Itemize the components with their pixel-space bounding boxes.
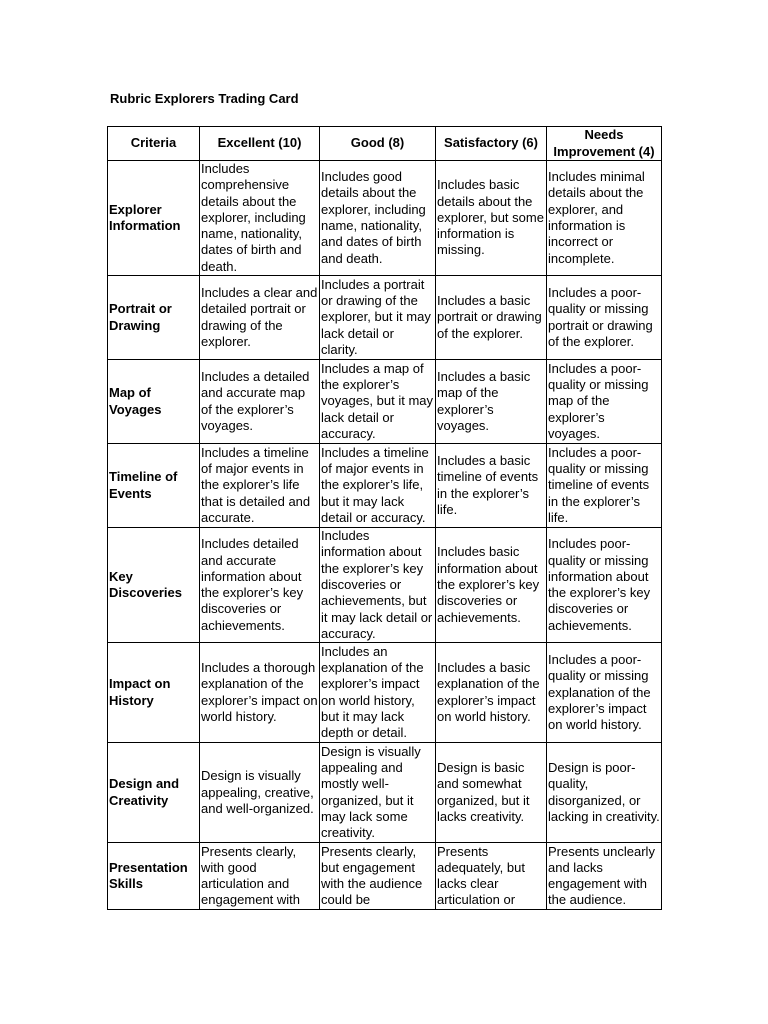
excellent-cell: Includes detailed and accurate information about the explorer’s key discoveries or achievements. bbox=[200, 528, 320, 643]
excellent-cell: Includes comprehensive details about the explorer, including name, nationality, dates of birth and death. bbox=[200, 161, 320, 276]
needs-improvement-cell: Includes a poor-quality or missing explanation of the explorer’s impact on world history. bbox=[547, 643, 662, 743]
table-row bbox=[108, 643, 662, 743]
excellent-cell: Includes a timeline of major events in the explorer’s life that is detailed and accurate. bbox=[200, 444, 320, 528]
criteria-cell: Explorer Information bbox=[108, 161, 200, 276]
satisfactory-cell: Includes a basic explanation of the explorer’s impact on world history. bbox=[436, 643, 547, 743]
excellent-cell: Presents clearly, with good articulation and engagement with bbox=[200, 843, 320, 910]
header-row bbox=[108, 127, 662, 161]
criteria-cell: Design and Creativity bbox=[108, 743, 200, 843]
criteria-cell: Timeline of Events bbox=[108, 444, 200, 528]
criteria-cell: Presentation Skills bbox=[108, 843, 200, 910]
needs-improvement-cell: Includes minimal details about the explorer, and information is incorrect or incomplete. bbox=[547, 161, 662, 276]
table-row bbox=[108, 743, 662, 843]
document-title: Rubric Explorers Trading Card bbox=[110, 91, 299, 106]
needs-improvement-cell: Design is poor-quality, disorganized, or lacking in creativity. bbox=[547, 743, 662, 843]
rubric-table bbox=[107, 126, 662, 910]
needs-improvement-cell: Includes a poor-quality or missing portrait or drawing of the explorer. bbox=[547, 276, 662, 360]
satisfactory-cell: Presents adequately, but lacks clear articulation or bbox=[436, 843, 547, 910]
needs-improvement-cell: Includes a poor-quality or missing timeline of events in the explorer’s life. bbox=[547, 444, 662, 528]
good-cell: Includes an explanation of the explorer’s impact on world history, but it may lack depth or detail. bbox=[320, 643, 436, 743]
header-criteria: Criteria bbox=[108, 127, 200, 161]
header-needs-improvement: Needs Improvement (4) bbox=[547, 127, 662, 161]
criteria-cell: Key Discoveries bbox=[108, 528, 200, 643]
good-cell: Includes a timeline of major events in the explorer’s life, but it may lack detail or accuracy. bbox=[320, 444, 436, 528]
needs-improvement-cell: Includes poor-quality or missing information about the explorer’s key discoveries or achievements. bbox=[547, 528, 662, 643]
satisfactory-cell: Includes a basic map of the explorer’s voyages. bbox=[436, 360, 547, 444]
excellent-cell: Includes a thorough explanation of the explorer’s impact on world history. bbox=[200, 643, 320, 743]
criteria-cell: Map of Voyages bbox=[108, 360, 200, 444]
good-cell: Includes a portrait or drawing of the explorer, but it may lack detail or clarity. bbox=[320, 276, 436, 360]
criteria-cell: Portrait or Drawing bbox=[108, 276, 200, 360]
satisfactory-cell: Includes basic details about the explorer, but some information is missing. bbox=[436, 161, 547, 276]
satisfactory-cell: Includes a basic portrait or drawing of the explorer. bbox=[436, 276, 547, 360]
table-row bbox=[108, 843, 662, 910]
excellent-cell: Includes a detailed and accurate map of the explorer’s voyages. bbox=[200, 360, 320, 444]
table-row bbox=[108, 528, 662, 643]
good-cell: Design is visually appealing and mostly well-organized, but it may lack some creativity. bbox=[320, 743, 436, 843]
table-row bbox=[108, 444, 662, 528]
excellent-cell: Design is visually appealing, creative, and well-organized. bbox=[200, 743, 320, 843]
good-cell: Includes good details about the explorer, including name, nationality, and dates of birth and death. bbox=[320, 161, 436, 276]
satisfactory-cell: Design is basic and somewhat organized, but it lacks creativity. bbox=[436, 743, 547, 843]
criteria-cell: Impact on History bbox=[108, 643, 200, 743]
needs-improvement-cell: Includes a poor-quality or missing map of the explorer’s voyages. bbox=[547, 360, 662, 444]
good-cell: Includes information about the explorer’s key discoveries or achievements, but it may lack detail or accuracy. bbox=[320, 528, 436, 643]
table-row bbox=[108, 161, 662, 276]
header-good: Good (8) bbox=[320, 127, 436, 161]
table-row bbox=[108, 276, 662, 360]
good-cell: Includes a map of the explorer’s voyages, but it may lack detail or accuracy. bbox=[320, 360, 436, 444]
needs-improvement-cell: Presents unclearly and lacks engagement with the audience. bbox=[547, 843, 662, 910]
table-row bbox=[108, 360, 662, 444]
excellent-cell: Includes a clear and detailed portrait or drawing of the explorer. bbox=[200, 276, 320, 360]
good-cell: Presents clearly, but engagement with the audience could be bbox=[320, 843, 436, 910]
header-satisfactory: Satisfactory (6) bbox=[436, 127, 547, 161]
satisfactory-cell: Includes basic information about the explorer’s key discoveries or achievements. bbox=[436, 528, 547, 643]
header-excellent: Excellent (10) bbox=[200, 127, 320, 161]
satisfactory-cell: Includes a basic timeline of events in the explorer’s life. bbox=[436, 444, 547, 528]
